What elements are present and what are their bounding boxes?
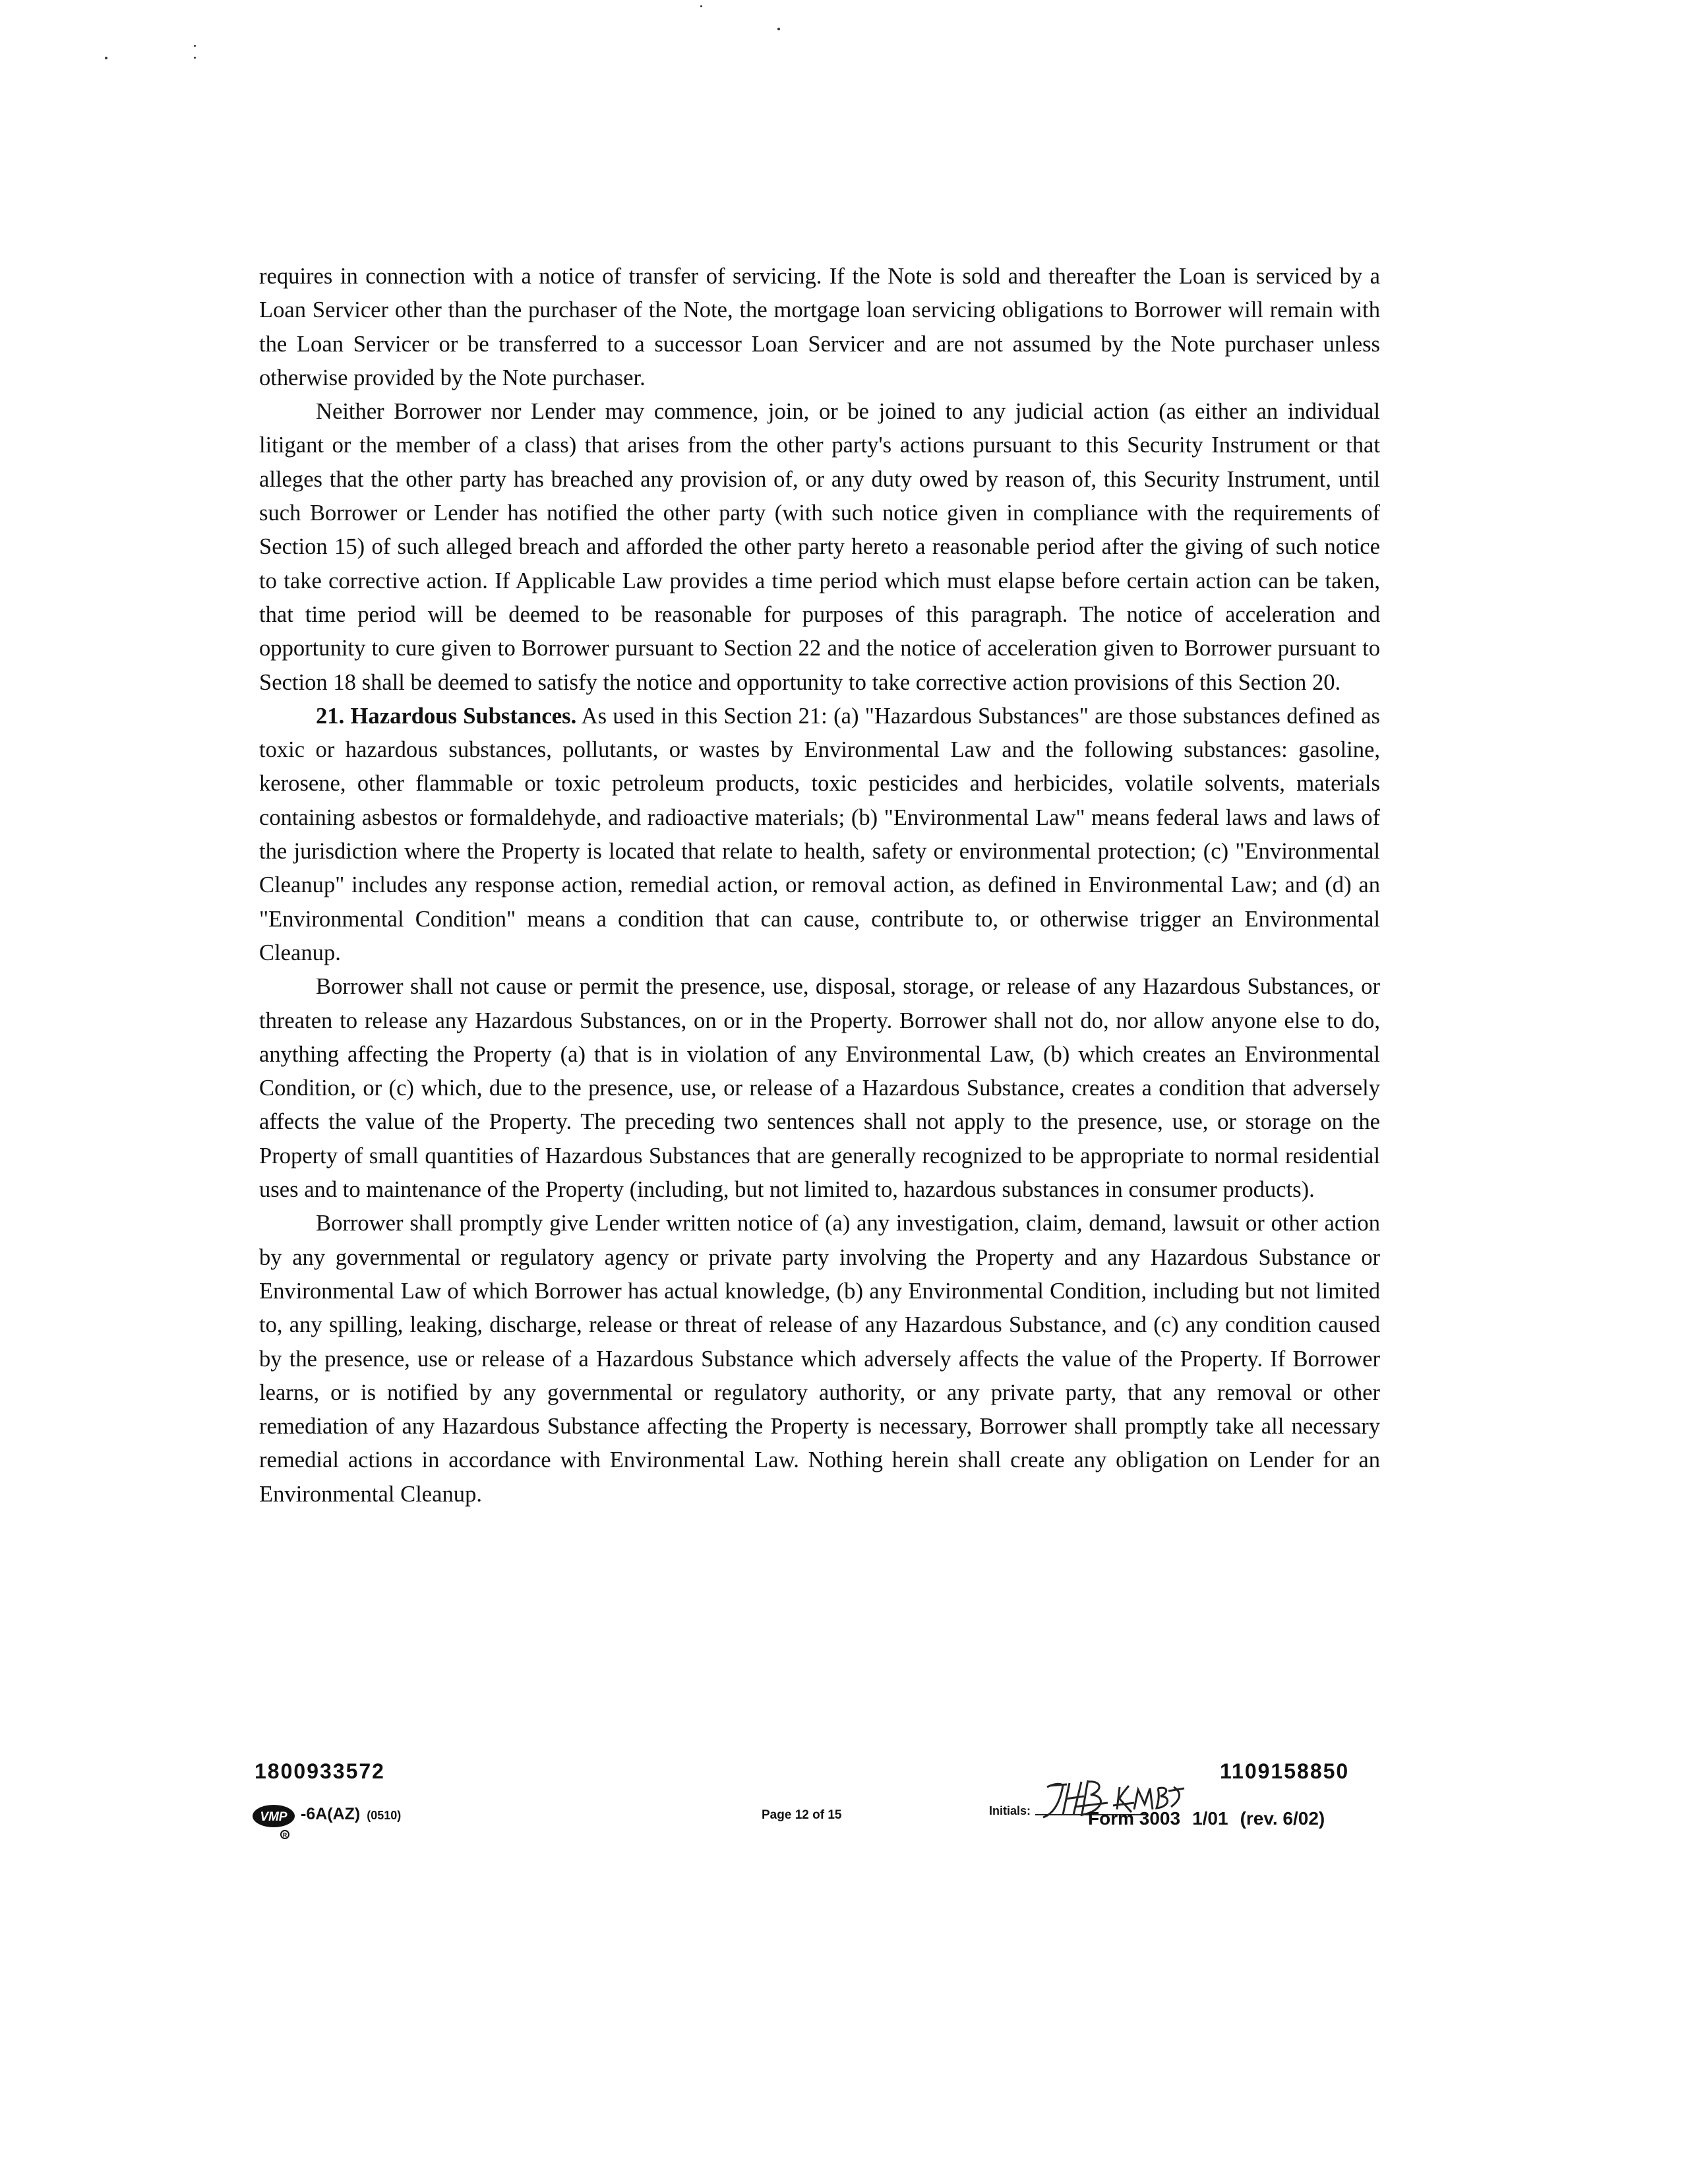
paragraph-hazardous-substances [259,700,1380,970]
document-body [259,260,1380,1511]
page-number: Page 12 of 15 [762,1808,842,1822]
scan-speck [105,57,107,59]
svg-text:R: R [282,1832,287,1838]
paragraph-servicing-transfer: requires in connection with a notice of transfer of servicing. If the Note is sold and thereafter the Loan is serviced by a Loan Servicer other than the purchaser of the Note, the mortgage loan servicing obligations to Borrower will remain with the Loan Servicer or be transferred to a successor Loan Servicer and are not assumed by the Note purchaser unless otherwise provided by the Note purchaser. [259,264,1380,390]
scan-speck [194,57,196,59]
form-code-main: -6A(AZ) [301,1805,361,1823]
section-text: As used in this Section 21: (a) "Hazardous Substances" are those substances defined as toxic or hazardous substances, pollutants, or wastes by Environmental Law and the following substances: gasoline, kerosene, other flammable or toxic petroleum products, toxic pesticides and herbicides, volatile solvents, materials containing asbestos or formaldehyde, and radioactive materials; (b) "Environmental Law" means federal laws and laws of the jurisdiction where the Property is located that relate to health, safety or environmental protection; (c) "Environmental Cleanup" includes any response action, remedial action, or removal action, as defined in Environmental Law; and (d) an "Environmental Condition" means a condition that can cause, contribute to, or otherwise trigger an Environmental Cleanup. [259,703,1380,965]
paragraph-judicial-action: Neither Borrower nor Lender may commence, join, or be joined to any judicial action (as either an individual litigant or the member of a class) that arises from the other party's actions pursuant to this Security Instrument or that alleges that the other party has breached any provision of, or any duty owed by reason of, this Security Instrument, until such Borrower or Lender has notified the other party (with such notice given in compliance with the requirements of Section 15) of such alleged breach and afforded the other party hereto a reasonable period after the giving of such notice to take corrective action. If Applicable Law provides a time period which must elapse before certain action can be taken, that time period will be deemed to be reasonable for purposes of this paragraph. The notice of acceleration and opportunity to cure given to Borrower pursuant to Section 22 and the notice of acceleration given to Borrower pursuant to Section 18 shall be deemed to satisfy the notice and opportunity to take corrective action provisions of this Section 20. [259,399,1380,695]
initials-label: Initials: [989,1804,1031,1817]
scan-speck [700,5,702,7]
form-number [1088,1808,1325,1829]
form-number-rev: (rev. 6/02) [1240,1808,1325,1829]
loan-number-right: 1109158850 [1220,1759,1350,1783]
form-number-date: 1/01 [1192,1808,1228,1829]
paragraph-borrower-notice: Borrower shall promptly give Lender written notice of (a) any investigation, claim, demand, lawsuit or other action by any governmental or regulatory agency or private party involving the Property and any Hazardous Substance or Environmental Law of which Borrower has actual knowledge, (b) any Environmental Condition, including but not limited to, any spilling, leaking, discharge, release or threat of release of any Hazardous Substance, and (c) any condition caused by the presence, use or release of a Hazardous Substance which adversely affects the value of the Property. If Borrower learns, or is notified by any governmental or regulatory authority, or any private party, that any removal or other remediation of any Hazardous Substance affecting the Property is necessary, Borrower shall promptly take all necessary remedial actions in accordance with Environmental Law. Nothing herein shall create any obligation on Lender for an Environmental Cleanup. [259,1211,1380,1507]
vmp-logo-text: VMP [260,1810,287,1824]
scan-speck [194,45,196,47]
form-code-rev: (0510) [367,1809,402,1822]
section-title: 21. Hazardous Substances. [316,703,577,729]
form-number-name: Form 3003 [1088,1808,1181,1829]
scan-speck [777,28,780,30]
form-code [301,1805,401,1824]
vmp-logo-icon [252,1802,298,1841]
loan-number-left: 1800933572 [255,1759,385,1783]
paragraph-borrower-obligations: Borrower shall not cause or permit the presence, use, disposal, storage, or release of any Hazardous Substances, or threaten to release any Hazardous Substances, on or in the Property. Borrower shall not do, nor allow anyone else to do, anything affecting the Property (a) that is in violation of any Environmental Law, (b) which creates an Environmental Condition, or (c) which, due to the presence, use, or release of a Hazardous Substance, creates a condition that adversely affects the value of the Property. The preceding two sentences shall not apply to the presence, use, or storage on the Property of small quantities of Hazardous Substances that are generally recognized to be appropriate to normal residential uses and to maintenance of the Property (including, but not limited to, hazardous substances in consumer products). [259,974,1380,1203]
